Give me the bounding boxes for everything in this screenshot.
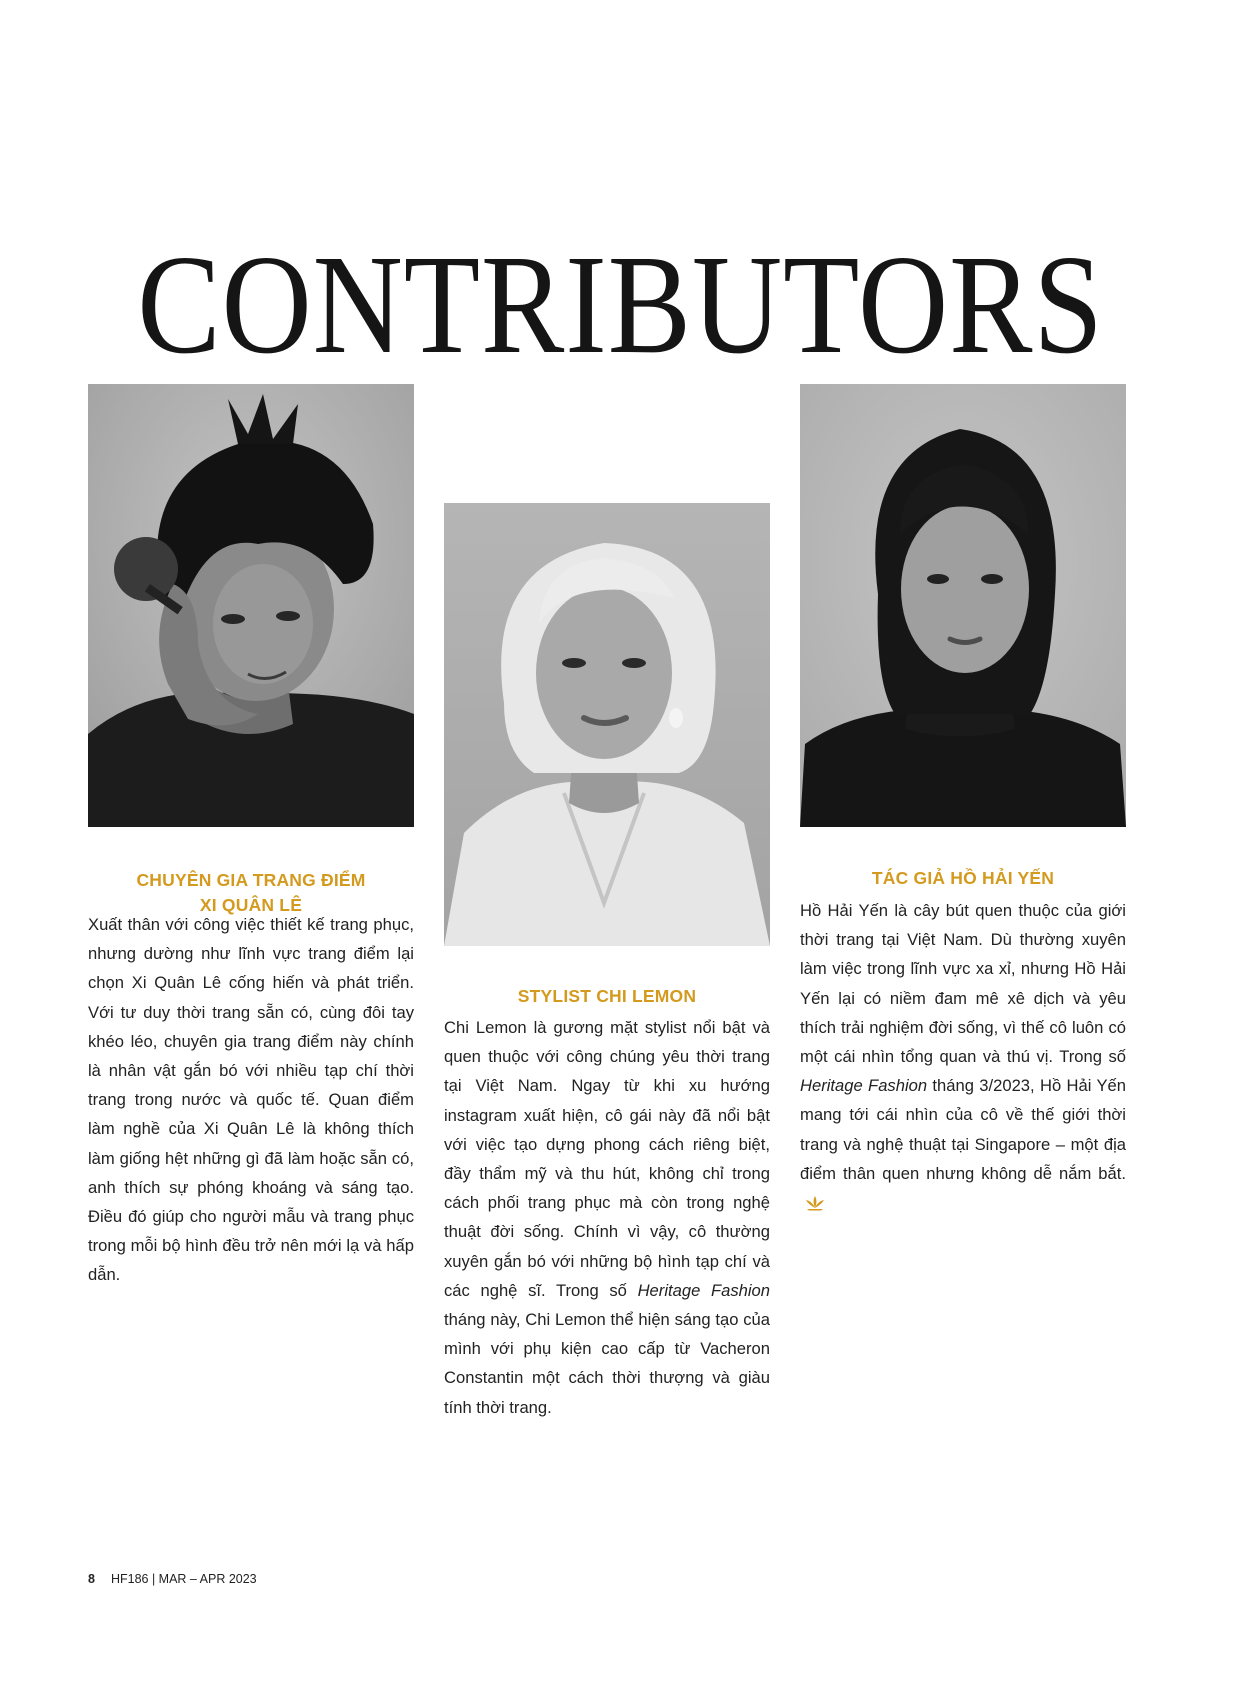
photo-xi-quan-le: [88, 384, 414, 827]
page-title: CONTRIBUTORS: [137, 225, 1104, 384]
bio-chi-lemon: [444, 1013, 770, 1422]
magazine-name: Heritage Fashion: [637, 1280, 771, 1300]
photo-ho-hai-yen: [800, 384, 1126, 827]
role-heading-ho-hai-yen: [800, 866, 1126, 891]
issue-info: HF186 | MAR – APR 2023: [110, 1572, 257, 1586]
page-number: 8: [88, 1572, 95, 1586]
role-heading-chi-lemon: [444, 984, 770, 1009]
page-footer: [88, 1572, 257, 1586]
bio-text: Hồ Hải Yến là cây bút quen thuộc của giới thời trang tại Việt Nam. Dù thường xuyên làm việc trong lĩnh vực xa xỉ, nhưng Hồ Hải Yến lại có niềm đam mê xê dịch và yêu thích trải nghiệm đời sống, vì thế cô luôn có một cái nhìn tổng quan và thú vị. Trong số: [800, 901, 1126, 1067]
bio-ho-hai-yen: [800, 896, 1126, 1220]
bio-text: tháng 3/2023, Hồ Hải Yến mang tới cái nhìn của cô về thế giới thời trang và nghệ thuật tại Singapore – một địa điểm thân quen nhưng không dễ nắm bắt.: [800, 1076, 1126, 1183]
photo-chi-lemon: [444, 503, 770, 946]
role-title: STYLIST CHI LEMON: [517, 986, 697, 1006]
magazine-name: Heritage Fashion: [800, 1076, 928, 1096]
bio-text: tháng này, Chi Lemon thể hiện sáng tạo của mình với phụ kiện cao cấp từ Vacheron Constantin một cách thời thượng và giàu tính thời trang.: [444, 1310, 770, 1417]
role-title: CHUYÊN GIA TRANG ĐIỂM: [136, 870, 366, 890]
lotus-icon: [804, 1191, 826, 1220]
bio-text: Chi Lemon là gương mặt stylist nổi bật và quen thuộc với công chúng yêu thời trang tại Việt Nam. Ngay từ khi xu hướng instagram xuất hiện, cô gái này đã nổi bật với việc tạo dựng phong cách riêng biệt, đầy thẩm mỹ và thu hút, không chỉ trong cách phối trang phục mà còn trong nghệ thuật đời sống. Chính vì vậy, cô thường xuyên gắn bó với những bộ hình tạp chí và các nghệ sĩ. Trong số: [444, 1018, 770, 1300]
contributor-name: XI QUÂN LÊ: [199, 895, 303, 915]
bio-xi-quan-le: Xuất thân với công việc thiết kế trang phục, nhưng dường như lĩnh vực trang điểm lại chọn Xi Quân Lê cống hiến và phát triển. Với tư duy thời trang sẵn có, cùng đôi tay khéo léo, chuyên gia trang điểm này chính là nhân vật gắn bó với nhiều tạp chí thời trang trong nước và quốc tế. Quan điểm làm nghề của Xi Quân Lê là không thích làm giống hệt những gì đã làm hoặc sẵn có, anh thích sự phóng khoáng và sáng tạo. Điều đó giúp cho người mẫu và trang phục trong mỗi bộ hình đều trở nên mới lạ và hấp dẫn.: [88, 915, 414, 1285]
role-title: TÁC GIẢ HỒ HẢI YẾN: [871, 868, 1055, 888]
